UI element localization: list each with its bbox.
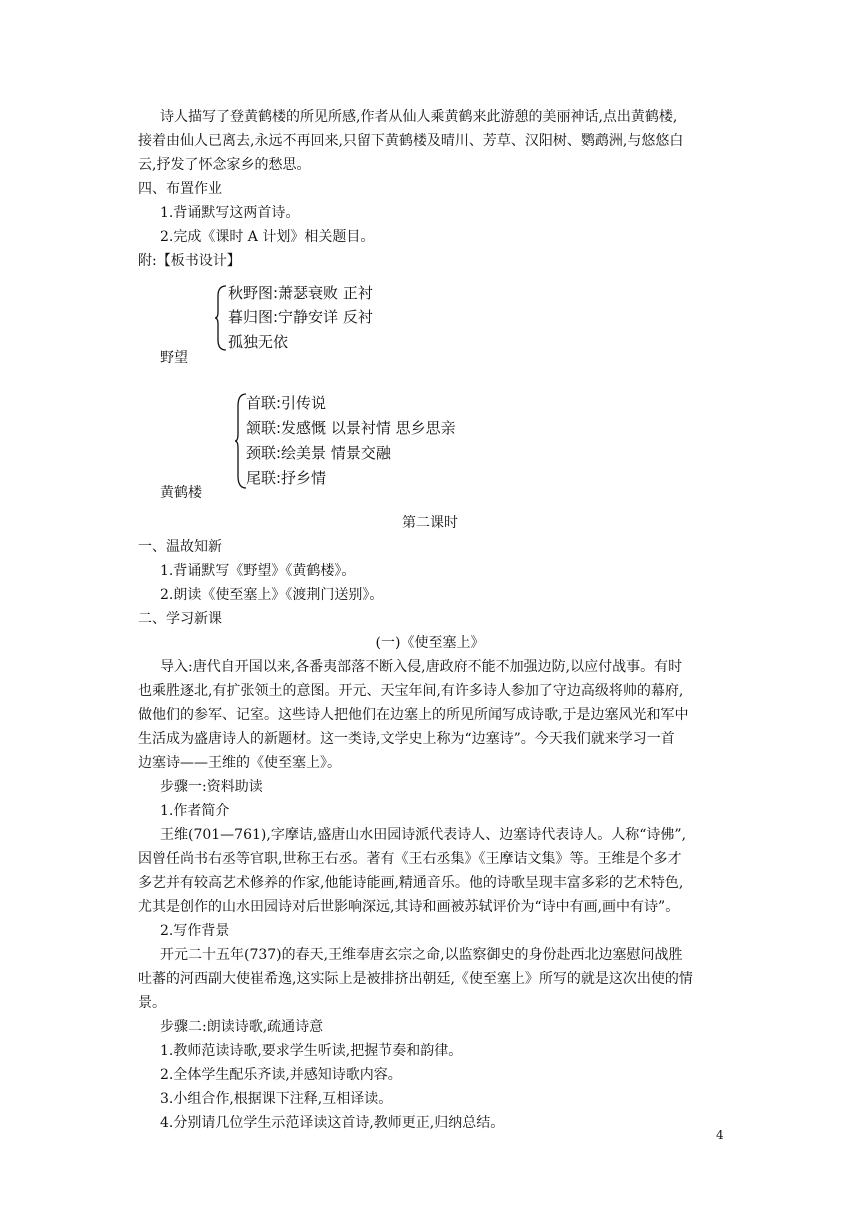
author-heading: 1.作者简介 xyxy=(160,803,230,819)
yewang-line-3: 孤独无依 xyxy=(228,333,289,351)
author-line-1: 王维(701—761),字摩诘,盛唐山水田园诗派代表诗人、边塞诗代表诗人。人称“诗佛”, xyxy=(160,827,687,843)
homework-item-1: 1.背诵默写这两首诗。 xyxy=(160,205,300,221)
homework-item-2: 2.完成《课时 A 计划》相关题目。 xyxy=(160,229,375,245)
daoru-line-3: 做他们的参军、记室。这些诗人把他们在边塞上的所见所闻写成诗歌,于是边塞风光和军中 xyxy=(138,707,689,723)
huanghelou-line-4: 尾联:抒乡情 xyxy=(246,469,327,487)
review-item-2: 2.朗读《使至塞上》《渡荆门送别》。 xyxy=(160,587,384,603)
huanghelou-line-2: 颔联:发感慨 以景衬情 思乡思亲 xyxy=(246,419,456,437)
poem1-title: (一)《使至塞上》 xyxy=(375,635,485,651)
brace-yewang xyxy=(214,284,228,352)
page-number: 4 xyxy=(716,1128,724,1142)
intro-line-2: 接着由仙人已离去,永远不再回来,只留下黄鹤楼及晴川、芳草、汉阳树、鹦鹉洲,与悠悠白 xyxy=(138,133,684,149)
section4-heading: 四、布置作业 xyxy=(138,181,222,197)
huanghelou-line-3: 颈联:绘美景 情景交融 xyxy=(246,444,391,462)
author-line-2: 因曾任尚书右丞等官职,世称王右丞。著有《王右丞集》《王摩诘文集》等。王维是个多才 xyxy=(138,851,682,867)
background-line-2: 吐蕃的河西副大使崔希逸,这实际上是被排挤出朝廷,《使至塞上》所写的就是这次出使的情 xyxy=(138,971,693,987)
yewang-line-1: 秋野图:萧瑟衰败 正衬 xyxy=(228,284,373,302)
step2-item-1: 1.教师范读诗歌,要求学生听读,把握节奏和韵律。 xyxy=(160,1043,463,1059)
daoru-line-2: 也乘胜逐北,有扩张领土的意图。开元、天宝年间,有许多诗人参加了守边高级将帅的幕府, xyxy=(138,683,684,699)
step2-item-2: 2.全体学生配乐齐读,并感知诗歌内容。 xyxy=(160,1067,402,1083)
yewang-line-2: 暮归图:宁静安详 反衬 xyxy=(228,308,373,326)
huanghelou-line-1: 首联:引传说 xyxy=(246,394,327,412)
yewang-title: 野望 xyxy=(160,350,188,366)
intro-line-1: 诗人描写了登黄鹤楼的所见所感,作者从仙人乘黄鹤来此游憩的美丽神话,点出黄鹤楼, xyxy=(160,109,678,125)
huanghelou-title: 黄鹤楼 xyxy=(160,485,202,501)
intro-line-3: 云,抒发了怀念家乡的愁思。 xyxy=(138,157,311,173)
section2-heading: 二、学习新课 xyxy=(138,611,222,627)
daoru-line-1: 导入:唐代自开国以来,各番夷部落不断入侵,唐政府不能不加强边防,以应付战事。有时 xyxy=(160,659,683,675)
background-line-3: 景。 xyxy=(138,995,166,1011)
section1-heading: 一、温故知新 xyxy=(138,539,222,555)
author-line-3: 多艺并有较高艺术修养的作家,他能诗能画,精通音乐。他的诗歌呈现丰富多彩的艺术特色, xyxy=(138,875,684,891)
author-line-4: 尤其是创作的山水田园诗对后世影响深远,其诗和画被苏轼评价为“诗中有画,画中有诗”。 xyxy=(138,899,680,915)
step2-item-3: 3.小组合作,根据课下注释,互相译读。 xyxy=(160,1091,393,1107)
step2-heading: 步骤二:朗读诗歌,疏通诗意 xyxy=(160,1019,324,1035)
step2-item-4: 4.分别请几位学生示范译读这首诗,教师更正,归纳总结。 xyxy=(160,1115,505,1131)
daoru-line-4: 生活成为盛唐诗人的新题材。这一类诗,文学史上称为“边塞诗”。今天我们就来学习一首 xyxy=(138,731,675,747)
lesson2-title: 第二课时 xyxy=(402,515,458,531)
background-line-1: 开元二十五年(737)的春天,王维奉唐玄宗之命,以监察御史的身份赴西北边塞慰问战胜 xyxy=(160,947,683,963)
step1-heading: 步骤一:资料助读 xyxy=(160,779,263,795)
background-heading: 2.写作背景 xyxy=(160,923,230,939)
review-item-1: 1.背诵默写《野望》《黄鹤楼》。 xyxy=(160,563,356,579)
board-heading: 附:【板书设计】 xyxy=(138,253,241,269)
daoru-line-5: 边塞诗——王维的《使至塞上》。 xyxy=(138,755,341,771)
